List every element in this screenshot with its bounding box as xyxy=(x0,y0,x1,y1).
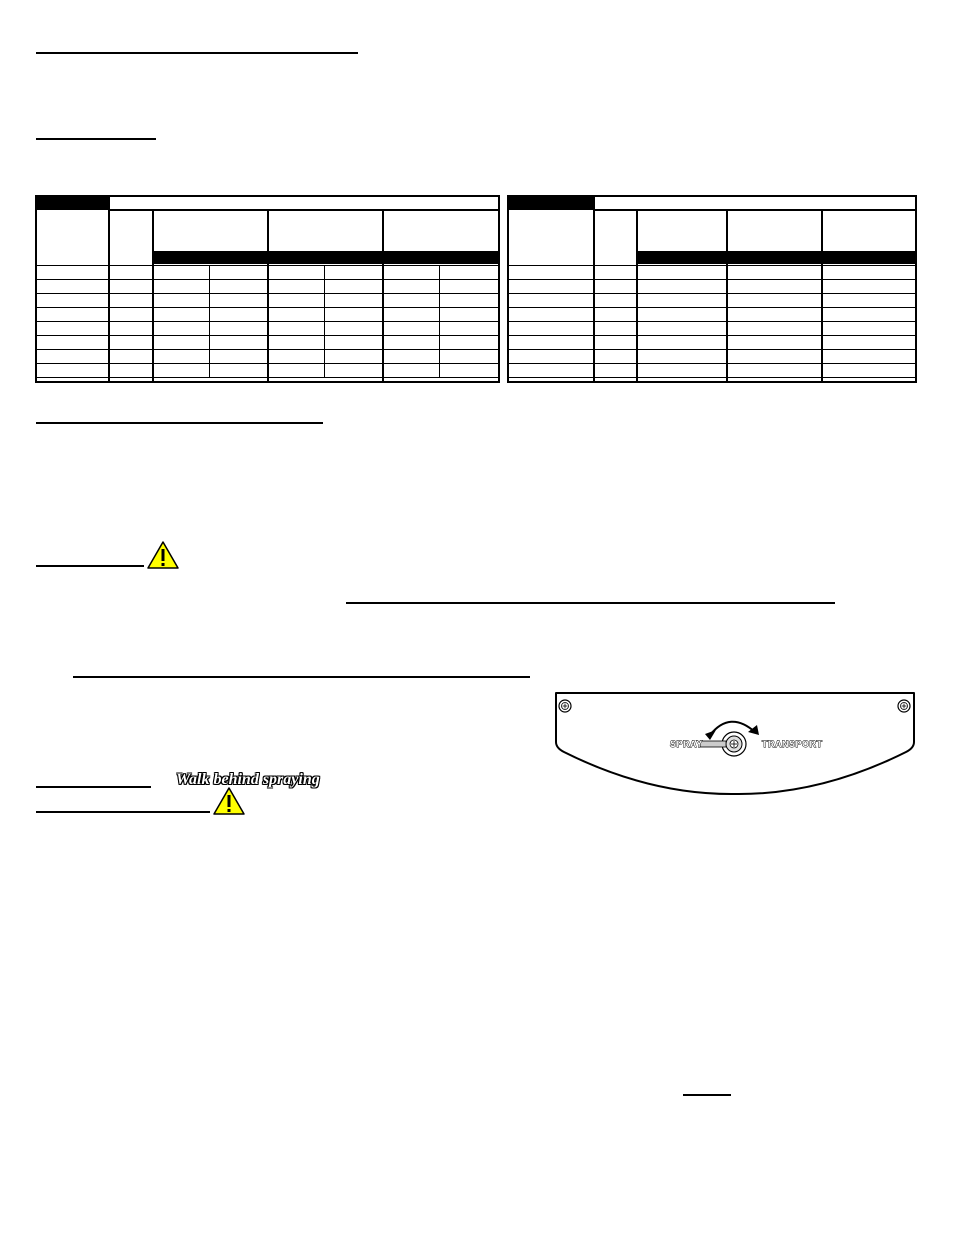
table-row xyxy=(37,336,500,350)
table-row xyxy=(37,364,500,378)
right-table-unit-band xyxy=(637,251,916,264)
table-row xyxy=(37,308,500,322)
left-table-body xyxy=(36,265,500,378)
table-row xyxy=(509,280,917,294)
left-table-unit-band xyxy=(153,251,499,264)
warning-triangle-icon xyxy=(212,786,246,816)
transport-label: TRANSPORT xyxy=(762,739,823,749)
underline-rule-5 xyxy=(346,602,835,604)
spray-label: SPRAY xyxy=(670,739,703,749)
right-table-body xyxy=(508,265,917,378)
heading-rule-8 xyxy=(36,811,210,813)
table-row xyxy=(509,294,917,308)
left-table-header-line xyxy=(109,209,499,211)
table-row xyxy=(509,308,917,322)
heading-rule-3 xyxy=(36,422,323,424)
underline-rule-9 xyxy=(683,1094,731,1096)
heading-rule-7 xyxy=(36,786,151,788)
control-panel-labels xyxy=(550,690,920,800)
table-row xyxy=(509,350,917,364)
heading-rule-1 xyxy=(36,52,358,54)
table-row xyxy=(509,364,917,378)
right-table-header-line xyxy=(594,209,916,211)
table-row xyxy=(37,266,500,280)
control-panel xyxy=(550,690,920,800)
table-row xyxy=(509,266,917,280)
heading-rule-2 xyxy=(36,138,156,140)
walk-behind-label: Walk behind spraying xyxy=(176,771,320,788)
table-row xyxy=(509,322,917,336)
left-table-corner-header xyxy=(36,196,109,210)
table-row xyxy=(37,350,500,364)
heading-rule-4 xyxy=(36,565,144,567)
table-row xyxy=(509,336,917,350)
underline-rule-6 xyxy=(73,676,530,678)
table-row xyxy=(37,280,500,294)
table-row xyxy=(37,322,500,336)
warning-triangle-icon xyxy=(146,540,180,570)
right-table-corner-header xyxy=(508,196,594,210)
table-row xyxy=(37,294,500,308)
